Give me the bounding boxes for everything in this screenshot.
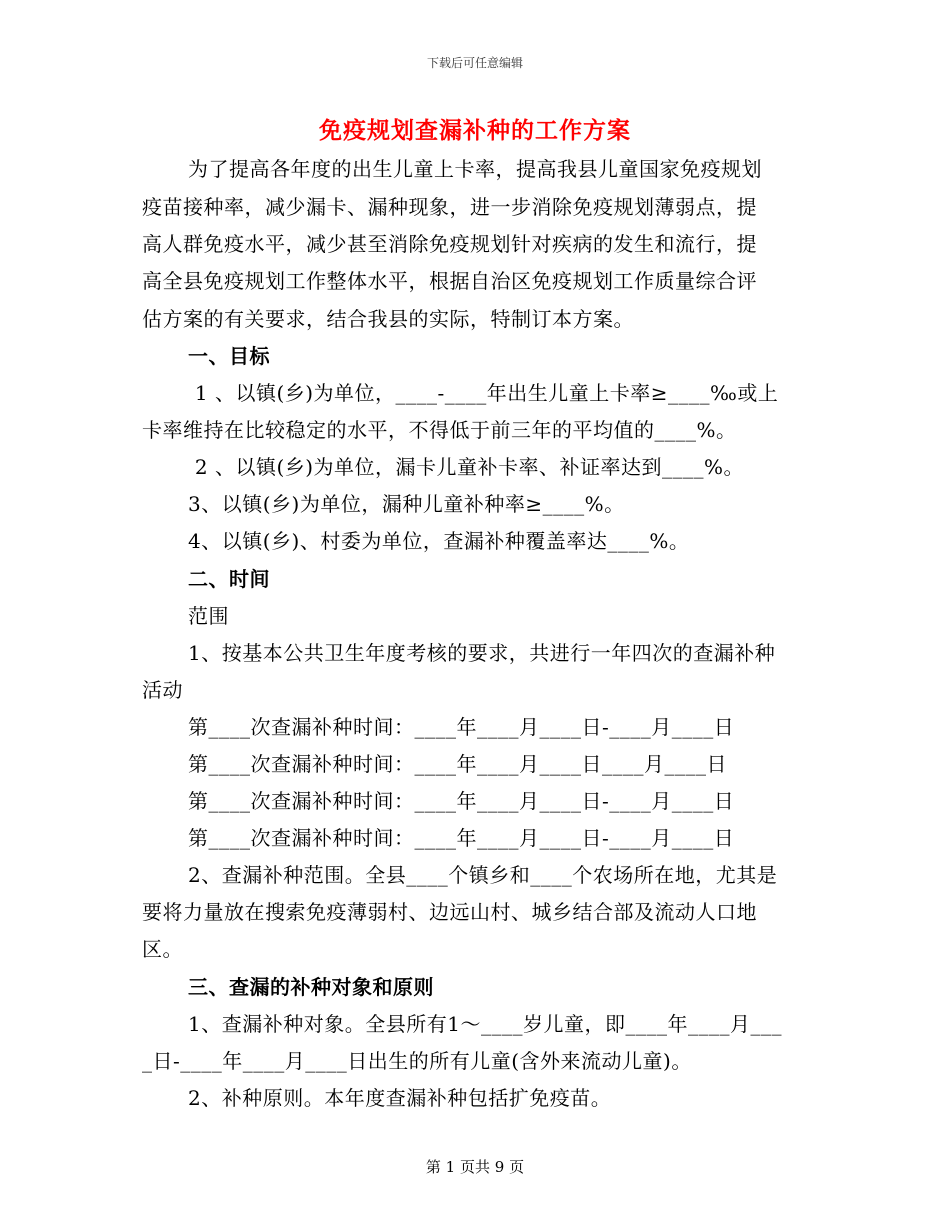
goal-item: 1 、以镇(乡)为单位，____-____年出生儿童上卡率≥____‰或上 [188,381,779,405]
scope-item: 区。 [142,937,183,961]
time-item: 活动 [142,678,183,702]
scope-item: 2、查漏补种范围。全县____个镇乡和____个农场所在地，尤其是 [188,863,778,887]
target-item: _日-____年____月____日出生的所有儿童(含外来流动儿童)。 [142,1049,692,1073]
goal-item: 2 、以镇(乡)为单位，漏卡儿童补卡率、补证率达到____%。 [188,455,745,479]
goal-item: 卡率维持在比较稳定的水平，不得低于前三年的平均值的____%。 [142,418,737,442]
goal-item: 4、以镇(乡)、村委为单位，查漏补种覆盖率达____%。 [188,529,690,553]
intro-line: 高人群免疫水平，减少甚至消除免疫规划针对疾病的发生和流行，提 [142,232,757,256]
schedule-row: 第____次查漏补种时间：____年____月____日____月____日 [188,752,727,776]
page-footer: 第 1 页共 9 页 [425,1158,525,1176]
schedule-row: 第____次查漏补种时间：____年____月____日-____月____日 [188,715,735,739]
page-header-note: 下载后可任意编辑 [426,56,523,70]
intro-line: 高全县免疫规划工作整体水平，根据自治区免疫规划工作质量综合评 [142,269,757,293]
intro-line: 估方案的有关要求，结合我县的实际，特制订本方案。 [142,307,634,331]
goal-item: 3、以镇(乡)为单位，漏种儿童补种率≥____%。 [188,492,625,516]
scope-item: 要将力量放在搜索免疫薄弱村、边远山村、城乡结合部及流动人口地 [142,900,757,924]
document-title: 免疫规划查漏补种的工作方案 [319,118,631,144]
section-heading-goals: 一、目标 [188,344,270,368]
time-item: 1、按基本公共卫生年度考核的要求，共进行一年四次的查漏补种 [188,641,776,665]
schedule-row: 第____次查漏补种时间：____年____月____日-____月____日 [188,826,735,850]
schedule-row: 第____次查漏补种时间：____年____月____日-____月____日 [188,789,735,813]
intro-line: 为了提高各年度的出生儿童上卡率，提高我县儿童国家免疫规划 [188,157,762,181]
section-heading-time: 二、时间 [188,567,270,591]
intro-line: 疫苗接种率，减少漏卡、漏种现象，进一步消除免疫规划薄弱点，提 [142,195,757,219]
target-item: 1、查漏补种对象。全县所有1～____岁儿童，即____年____月___ [188,1012,782,1036]
section-heading-targets: 三、查漏的补种对象和原则 [188,975,434,999]
principle-item: 2、补种原则。本年度查漏补种包括扩免疫苗。 [188,1086,612,1110]
subheading-scope: 范围 [188,604,229,628]
